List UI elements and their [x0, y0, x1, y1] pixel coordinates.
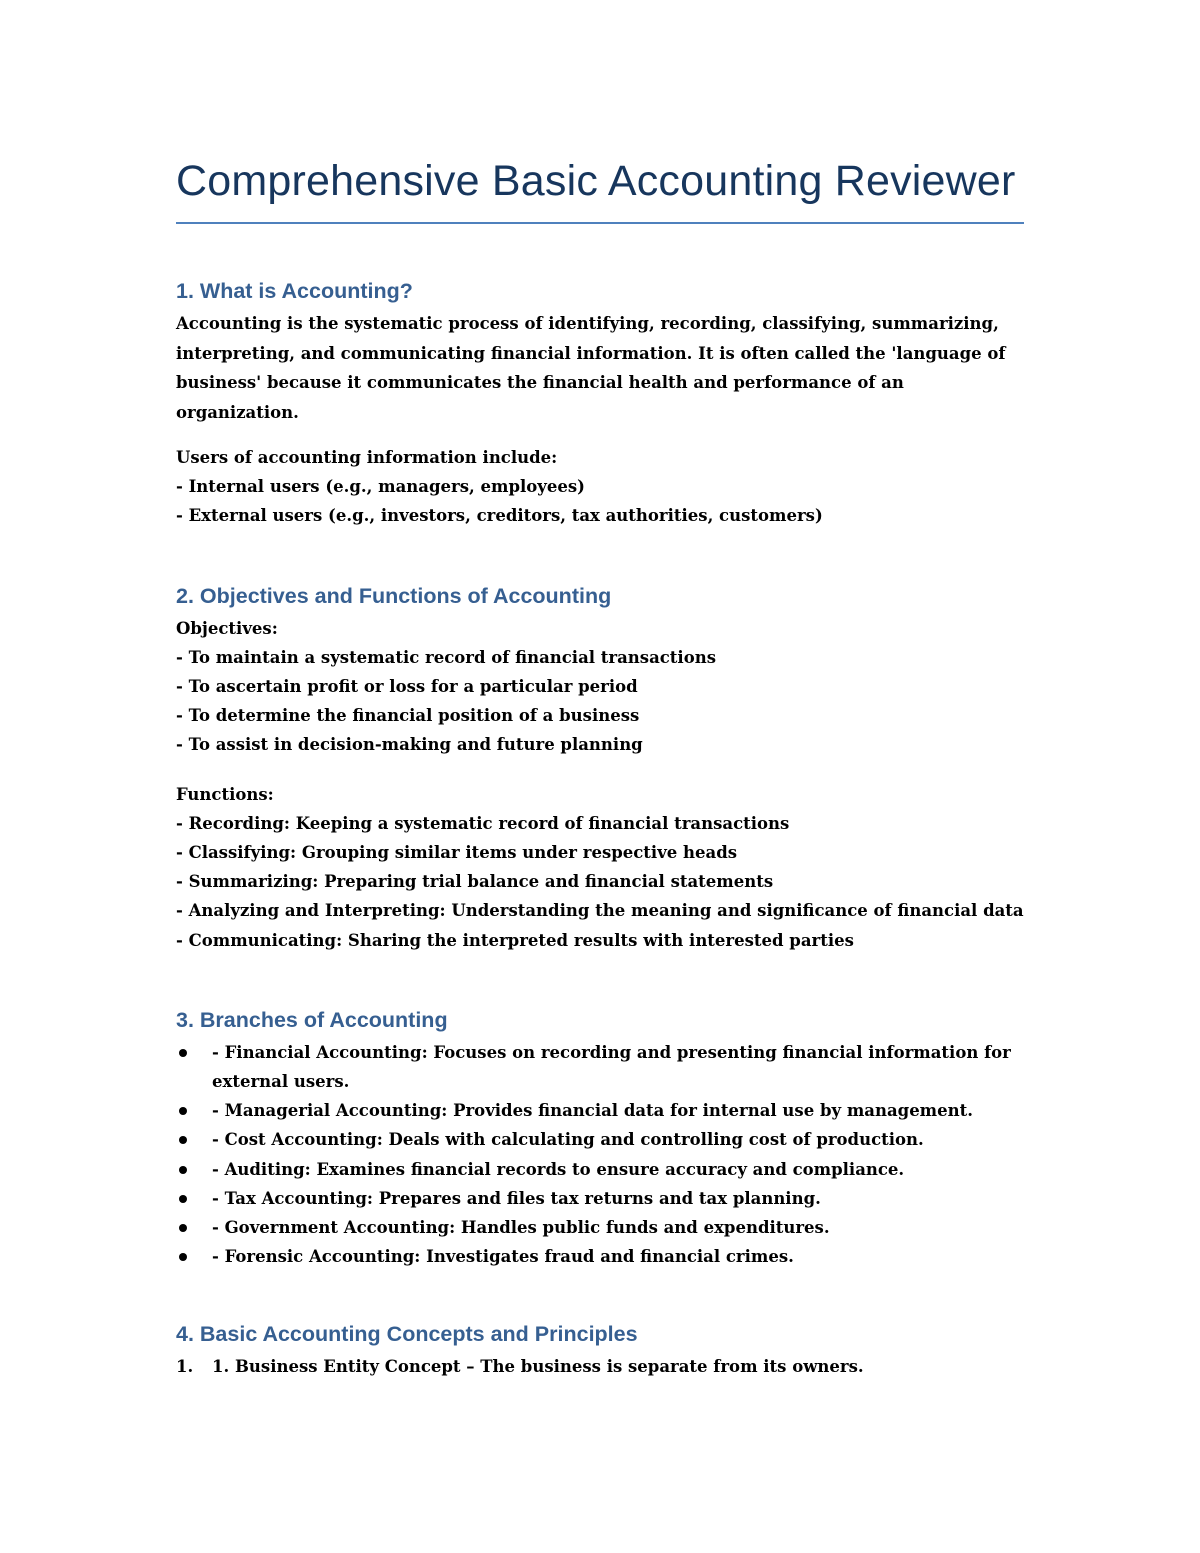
section-what-is-accounting: [176, 276, 1024, 531]
bullet-dot-icon: [179, 1136, 187, 1144]
list-item: [176, 1242, 1024, 1271]
list-item: [176, 1125, 1024, 1154]
section-concepts-principles: [176, 1319, 1024, 1381]
list-item-text: - Tax Accounting: Prepares and files tax returns and tax planning.: [212, 1188, 821, 1208]
list-item: [176, 1155, 1024, 1184]
section-branches: [176, 1005, 1024, 1272]
list-item-text: - Government Accounting: Handles public funds and expenditures.: [212, 1218, 830, 1238]
functions-label: Functions:: [176, 784, 274, 804]
bullet-dot-icon: [179, 1166, 187, 1174]
list-item: - Communicating: Sharing the interpreted results with interested parties: [176, 930, 854, 950]
list-item: [176, 1096, 1024, 1125]
concepts-list: [176, 1352, 1024, 1381]
section-heading: 2. Objectives and Functions of Accounting: [176, 583, 612, 608]
list-item-text: - Managerial Accounting: Provides financial data for internal use by management.: [212, 1101, 974, 1121]
list-item: - Analyzing and Interpreting: Understanding the meaning and significance of financial data: [176, 901, 1024, 921]
list-item: - To assist in decision-making and future planning: [176, 735, 643, 755]
bullet-dot-icon: [179, 1195, 187, 1203]
section-heading: 3. Branches of Accounting: [176, 1007, 448, 1032]
list-item: - Classifying: Grouping similar items under respective heads: [176, 843, 738, 863]
users-intro: Users of accounting information include:: [176, 448, 558, 467]
document-title: Comprehensive Basic Accounting Reviewer: [176, 157, 1016, 205]
list-number: 1.: [176, 1357, 194, 1377]
list-item-text: - Auditing: Examines financial records to ensure accuracy and compliance.: [212, 1159, 905, 1179]
branches-list: [176, 1038, 1024, 1272]
list-item: - To determine the financial position of a business: [176, 706, 640, 726]
list-item-text: - Cost Accounting: Deals with calculating and controlling cost of production.: [212, 1130, 924, 1150]
list-item: - Internal users (e.g., managers, employees): [176, 477, 585, 497]
section-objectives-functions: [176, 581, 1024, 955]
bullet-dot-icon: [179, 1224, 187, 1232]
list-item: - External users (e.g., investors, creditors, tax authorities, customers): [176, 506, 823, 526]
list-item: - Recording: Keeping a systematic record of financial transactions: [176, 813, 790, 833]
bullet-dot-icon: [179, 1253, 187, 1261]
bullet-dot-icon: [179, 1049, 187, 1057]
list-item-text: 1. Business Entity Concept – The business is separate from its owners.: [212, 1357, 864, 1377]
list-item: - To ascertain profit or loss for a particular period: [176, 677, 638, 697]
list-item: - Summarizing: Preparing trial balance and financial statements: [176, 872, 774, 892]
list-item: [176, 1038, 1012, 1096]
list-item: - To maintain a systematic record of financial transactions: [176, 647, 716, 667]
list-item: [176, 1213, 1024, 1242]
objectives-label: Objectives:: [176, 618, 278, 638]
list-item: [176, 1184, 1024, 1213]
list-item: [176, 1352, 1024, 1381]
document-page: [176, 150, 1024, 1382]
section-heading: 4. Basic Accounting Concepts and Principles: [176, 1322, 638, 1347]
list-item-text: - Financial Accounting: Focuses on recording and presenting financial information for external users.: [212, 1042, 1011, 1092]
list-item-text: - Forensic Accounting: Investigates fraud and financial crimes.: [212, 1247, 794, 1267]
section-heading: 1. What is Accounting?: [176, 279, 413, 303]
section-paragraph: Accounting is the systematic process of identifying, recording, classifying, summarizing, interpreting, and communicating financial information. It is often called the 'language of business' because it communicates the financial health and performance of an organization.: [176, 314, 1006, 422]
title-underline: [176, 222, 1024, 224]
bullet-dot-icon: [179, 1107, 187, 1115]
